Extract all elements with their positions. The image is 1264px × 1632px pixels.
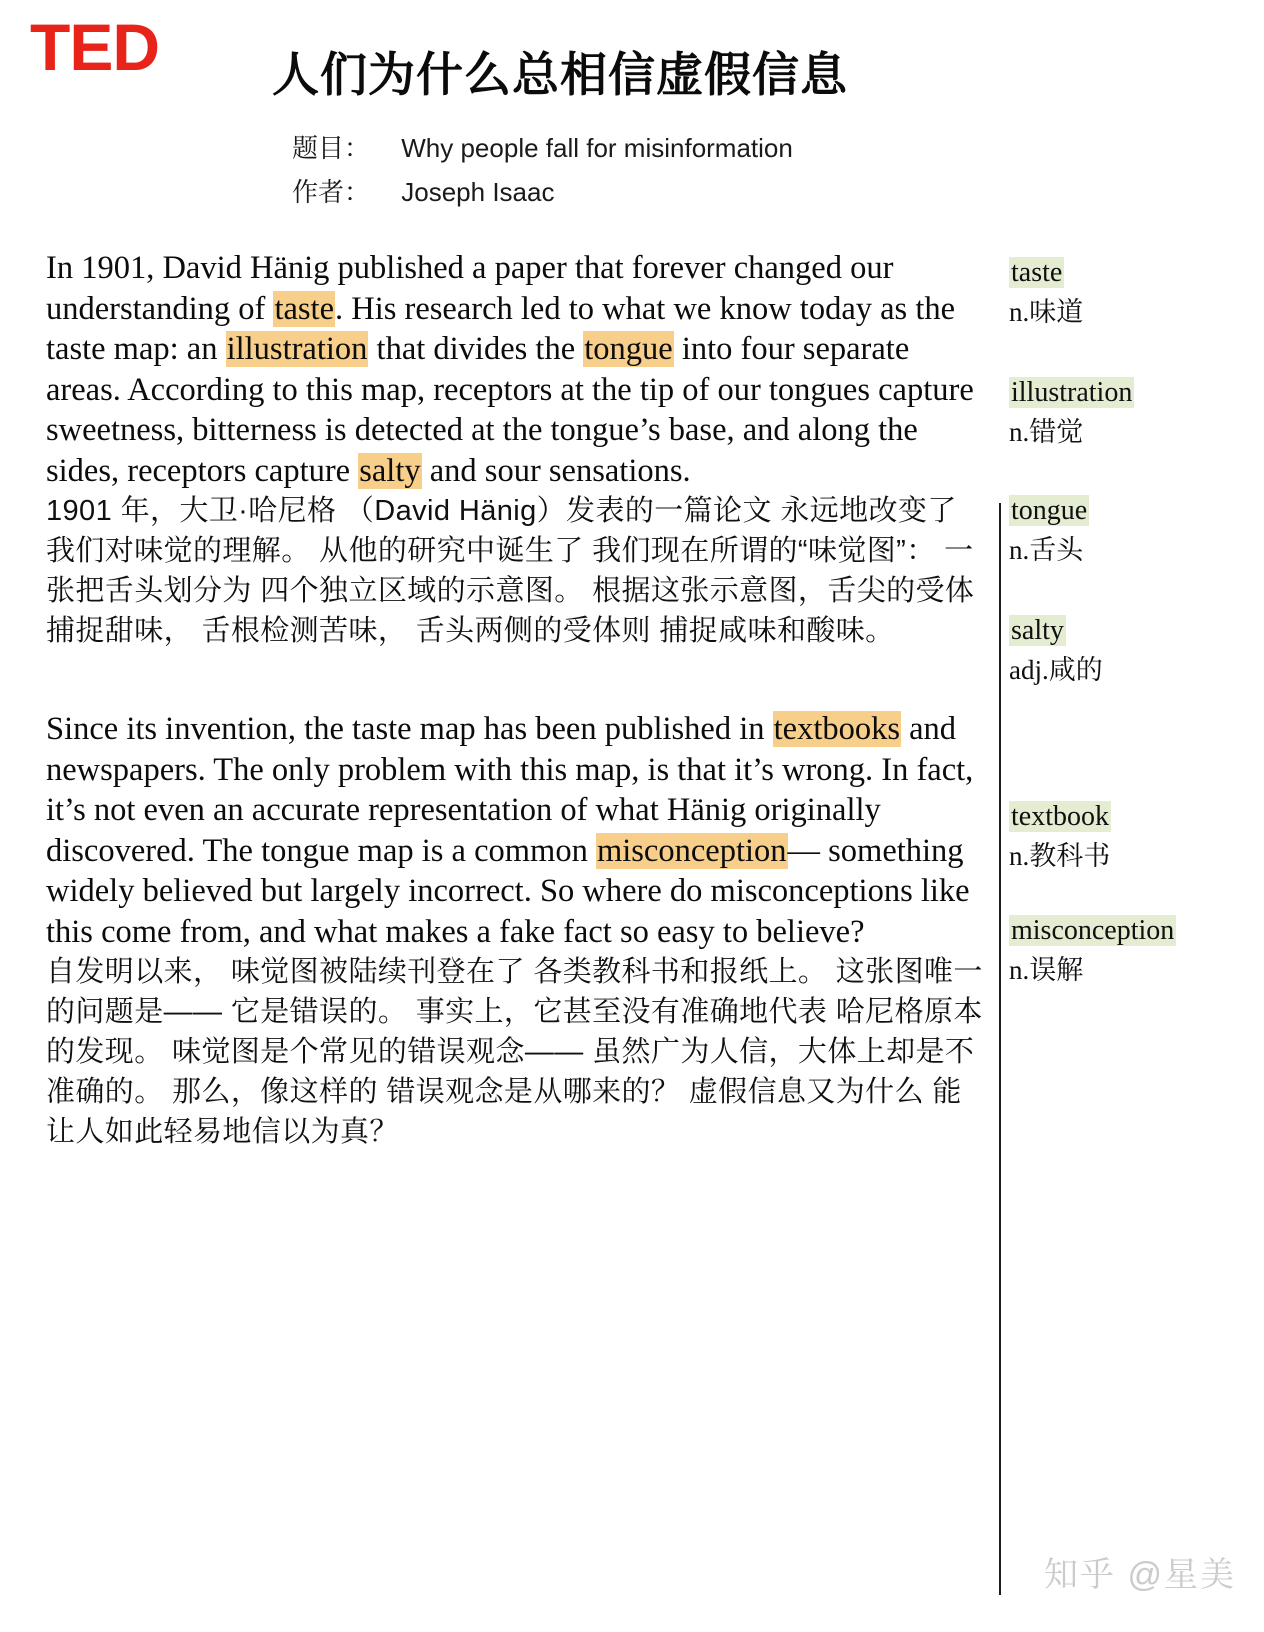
vocab-definition [1009, 652, 1259, 688]
watermark: 知乎 @星美 [1044, 1556, 1236, 1594]
vocab-meaning: 咸的 [1048, 655, 1103, 685]
vocab-entry-textbook [1009, 800, 1259, 874]
vocab-meaning: 味道 [1029, 297, 1084, 327]
vocab-word: taste [1011, 257, 1063, 288]
vocab-pos: n. [1009, 417, 1030, 447]
vocab-word: salty [1011, 615, 1064, 646]
p2-seg2: and newspapers. The only problem with this map, is that it’s wrong. In fact, it’s not even an accurate representation of what Hänig originally discovered. The tongue map is a common [46, 711, 974, 869]
vocab-pos: n. [1009, 955, 1030, 985]
vocab-word: illustration [1011, 377, 1133, 408]
article-column [46, 248, 984, 1152]
highlight-salty: salty [359, 452, 421, 489]
ted-logo: TED [30, 10, 159, 84]
paragraph-1 [46, 248, 984, 651]
vocab-word: misconception [1011, 915, 1175, 946]
paragraph-1-english [46, 248, 984, 491]
vocab-definition [1009, 838, 1259, 874]
vocab-entry-illustration [1009, 376, 1259, 450]
vocab-definition [1009, 414, 1259, 450]
p1-seg3: that divides the [368, 331, 584, 367]
vocab-meaning: 舌头 [1029, 535, 1084, 565]
author-label: 作者： [292, 177, 371, 207]
vocab-entry-taste [1009, 256, 1259, 330]
highlight-illustration: illustration [226, 331, 368, 367]
vocab-pos: n. [1009, 535, 1030, 565]
paragraph-1-chinese: 1901 年，大卫·哈尼格 （David Hänig）发表的一篇论文 永远地改变了我们对味觉的理解。 从他的研究中诞生了 我们现在所谓的“味觉图”： 一张把舌头划分为 四个独立区域的示意图。 根据这张示意图，舌尖的受体捕捉甜味， 舌根检测苦味， 舌头两侧的受体则 捕捉咸味和酸味。 [46, 495, 975, 647]
vocab-pos: n. [1009, 297, 1030, 327]
subject-value: Why people fall for misinformation [401, 133, 793, 163]
highlight-taste: taste [274, 290, 335, 327]
page-header [0, 0, 1264, 230]
p1-seg5: and sour sensations. [421, 452, 691, 489]
vocab-definition [1009, 294, 1259, 330]
p2-seg1: Since its invention, the taste map has been published in [46, 711, 773, 747]
vocab-pos: adj. [1009, 655, 1049, 685]
paragraph-spacer [46, 651, 984, 709]
highlight-textbooks: textbooks [773, 711, 900, 747]
author-value: Joseph Isaac [401, 177, 555, 207]
page-title: 人们为什么总相信虚假信息 [272, 48, 848, 101]
paragraph-2 [46, 709, 984, 1152]
paragraph-2-english [46, 709, 984, 952]
vocab-definition [1009, 532, 1259, 568]
vocab-word: textbook [1011, 801, 1109, 832]
vocab-entry-tongue [1009, 494, 1259, 568]
author-row [292, 172, 554, 209]
vocab-meaning: 教科书 [1029, 841, 1111, 871]
vocab-meaning: 误解 [1029, 955, 1084, 985]
vocab-entry-misconception [1009, 914, 1259, 988]
p2-seg3: — something widely believed but largely incorrect. So where do misconceptions like this come from, and what makes a fake fact so easy to believe? [46, 832, 970, 950]
highlight-misconception: misconception [596, 832, 787, 869]
p1-seg4: into four separate areas. According to this map, receptors at the tip of our tongues capture sweetness, bitterness is detected at the tongue’s base, and along the sides, receptors capture [46, 331, 974, 489]
vocab-pos: n. [1009, 841, 1030, 871]
subject-row [292, 128, 793, 165]
p1-seg2: . His research led to what we know today as the taste map: an [46, 290, 956, 367]
vocab-word: tongue [1011, 495, 1088, 526]
vocab-entry-salty [1009, 614, 1259, 688]
vocab-definition [1009, 952, 1259, 988]
vocab-meaning: 错觉 [1029, 417, 1084, 447]
column-divider [999, 503, 1001, 1595]
highlight-tongue: tongue [584, 331, 673, 367]
p1-seg1: In 1901, David Hänig published a paper that forever changed our understanding of [46, 250, 894, 327]
paragraph-2-chinese: 自发明以来， 味觉图被陆续刊登在了 各类教科书和报纸上。 这张图唯一的问题是—— 它是错误的。 事实上，它甚至没有准确地代表 哈尼格原本的发现。 味觉图是个常见的错误观念—— 虽然广为人信，大体上却是不准确的。 那么，像这样的 错误观念是从哪来的？ 虚假信息又为什么 能让人如此轻易地信以为真？ [46, 956, 983, 1148]
subject-label: 题目： [292, 133, 371, 163]
